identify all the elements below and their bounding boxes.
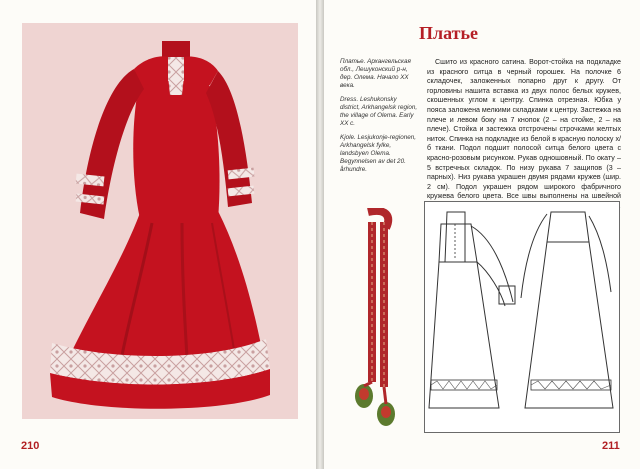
woven-belt-illustration (350, 208, 410, 438)
left-page (0, 0, 316, 469)
caption-russian: Платье. Архангельская обл., Лешуконский р-н, дер. Олема. Начало XX века. (340, 58, 411, 89)
caption-english: Dress. Leshukonsky district, Arkhangelsk region, the village of Olema. Early XX c. (340, 96, 418, 127)
red-dress-illustration (22, 23, 298, 419)
page-number-right: 211 (602, 440, 620, 452)
article-body: Сшито из красного сатина. Ворот-стойка на подкладке из красного ситца в черный горошек. На полочке 6 складочек, заложенных попарно друг к другу. От горловины нашита вставка из двух полос белых кружев, скошенных углом к центру. Спинка отрезная. Юбка у пояса заложена мелкими складками к центру. Застежка на плече и левом боку на 7 кнопок (2 – на стойке, 2 – на плече). Стойка и застежка отстрочены строчками желтых ниток. Спинка на подкладке из белой в красную полоску х/б ткани. Подол подшит полосой ситца белого цвета с красно-розовым рисунком. Рукав одношовный. По окату – 5 встречных складок. По низу рукава 7 защипов (3 – парных). Низ рукава украшен двумя рядами кружев (шир. 2 см). Подол украшен рядом широкого фабричного кружева белого цвета. Все швы выполнены на швейной (427, 58, 621, 201)
dress-pattern-diagram (424, 201, 620, 433)
book-gutter (316, 0, 324, 469)
page-number-left: 210 (21, 440, 40, 452)
caption-norwegian: Kjole. Lesjukonje-regionen, Arkhangelsk fylke, landsbyen Olema. Begynnelsen av det 20. århundre. (340, 134, 416, 173)
pattern-drawing (425, 202, 619, 432)
article-title: Платье (419, 23, 478, 43)
caption-block (340, 58, 418, 180)
